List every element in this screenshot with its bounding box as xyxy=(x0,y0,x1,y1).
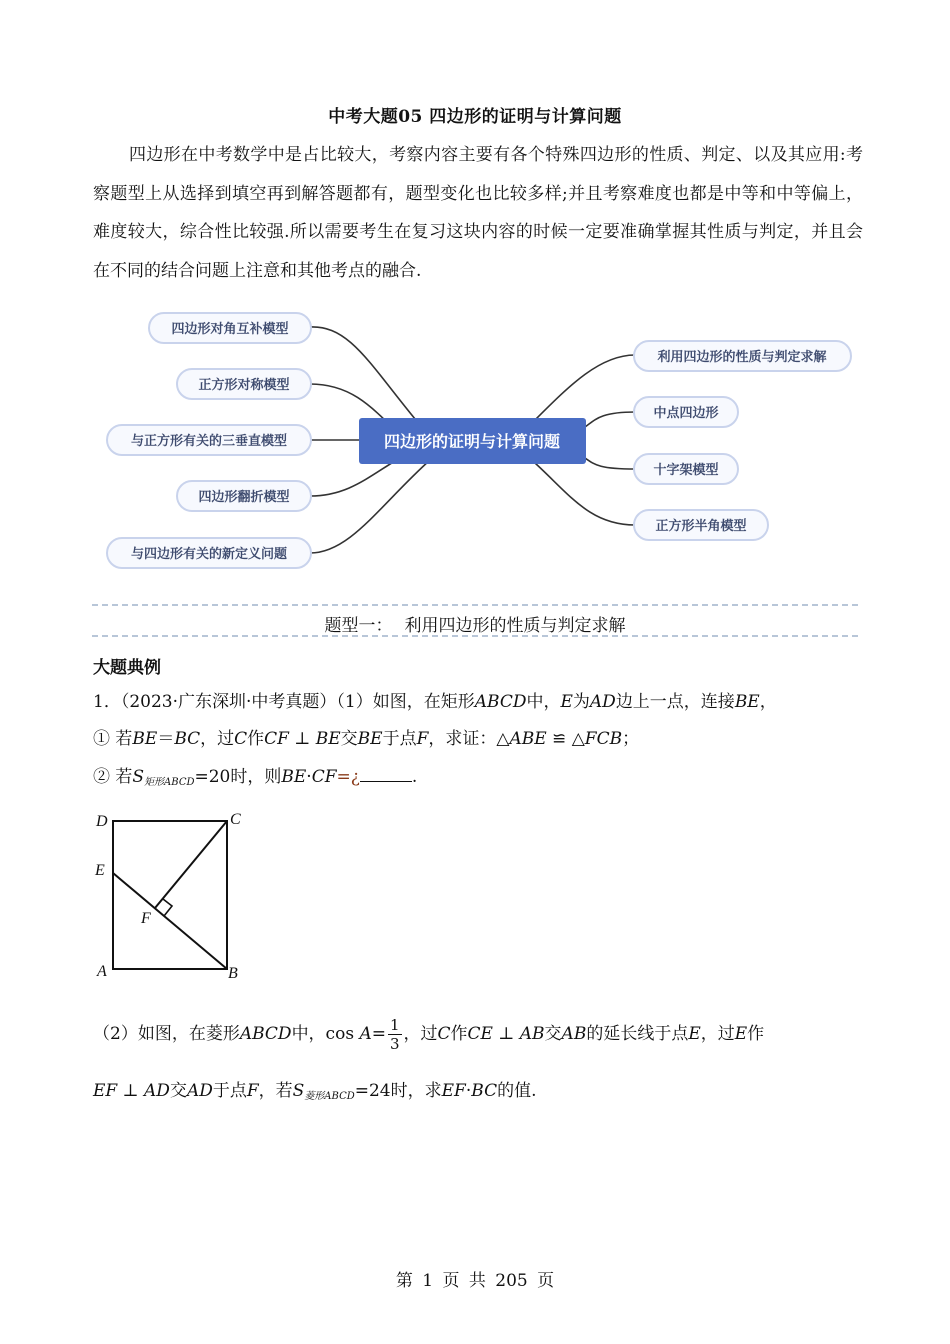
mindmap-node-right-2 xyxy=(634,397,738,427)
rectangle-figure xyxy=(92,806,252,986)
mindmap-diagram xyxy=(100,305,860,580)
intro-paragraph: 四边形在中考数学中是占比较大，考察内容主要有各个特殊四边形的性质、判定、以及其应用:考察题型上从选择到填空再到解答题都有，题型变化也比较多样;并且考察难度也都是中等和中等偏上，难度较大，综合性比较强.所以需要考生在复习这块内容的时候一定要准确掌握其性质与判定，并且会在不同的结合问题上注意和其他考点的融合. xyxy=(93,145,863,281)
mindmap-node-left-1 xyxy=(149,313,311,343)
mindmap-node-left-3 xyxy=(107,425,311,455)
section-name: 利用四边形的性质与判定求解 xyxy=(404,616,626,636)
section-divider-bottom xyxy=(92,635,858,637)
section-divider-top xyxy=(92,604,858,606)
figure-label-f: F xyxy=(141,910,151,927)
page-footer: 第 1 页 共 205 页 xyxy=(395,1271,555,1291)
svg-text:四边形翻折模型: 四边形翻折模型 xyxy=(198,490,290,505)
svg-text:正方形对称模型: 正方形对称模型 xyxy=(198,378,290,393)
figure-label-a: A xyxy=(97,963,107,980)
svg-text:四边形对角互补模型: 四边形对角互补模型 xyxy=(171,322,289,337)
mindmap-center-node xyxy=(359,418,586,464)
mindmap-center-label: 四边形的证明与计算问题 xyxy=(383,432,561,451)
mindmap-node-left-2 xyxy=(177,369,311,399)
section-heading xyxy=(0,611,950,636)
answer-blank xyxy=(360,767,412,782)
document-title: 中考大题05 四边形的证明与计算问题 xyxy=(328,107,622,127)
svg-text:利用四边形的性质与判定求解: 利用四边形的性质与判定求解 xyxy=(657,350,827,365)
figure-label-e: E xyxy=(95,862,105,879)
figure-label-b: B xyxy=(228,965,238,982)
svg-text:正方形半角模型: 正方形半角模型 xyxy=(655,519,747,534)
svg-text:与四边形有关的新定义问题: 与四边形有关的新定义问题 xyxy=(130,547,288,562)
svg-text:与正方形有关的三垂直模型: 与正方形有关的三垂直模型 xyxy=(130,434,288,449)
problem-1-intro: 1．（2023·广东深圳·中考真题）（1）如图，在矩形ABCD中，E为AD边上一点，连接BE， xyxy=(93,692,777,712)
figure-label-c: C xyxy=(230,811,241,828)
example-heading: 大题典例 xyxy=(93,658,161,678)
fraction-one-third: $\frac{1}{3}$ xyxy=(389,1016,400,1053)
problem-1-question-2: ② 若$S_{矩形ABCD}=20$时，则BE·CF=¿ . xyxy=(93,767,418,788)
mindmap-node-left-4 xyxy=(177,481,311,511)
problem-1-part-2-line-2: EF ⊥ AD交AD于点F，若$S_{菱形ABCD}=24$时，求EF·BC的值. xyxy=(93,1081,537,1102)
problem-1-question-1: ① 若BE＝BC，过C作CF ⊥ BE交BE于点F，求证：△ABE ≌ △FCB； xyxy=(93,729,640,749)
figure-label-d: D xyxy=(96,813,108,830)
mindmap-node-right-4 xyxy=(634,510,768,540)
svg-text:中点四边形: 中点四边形 xyxy=(653,406,719,421)
problem-1-part-2: （2）如图，在菱形ABCD中，cos A= $\frac{1}{3}$ ，过C作CE ⊥ AB交AB的延长线于点E，过E作 xyxy=(93,1016,765,1053)
section-label: 题型一： xyxy=(324,616,393,636)
mindmap-node-right-3 xyxy=(634,454,738,484)
svg-text:十字架模型: 十字架模型 xyxy=(653,463,719,478)
mindmap-node-right-1 xyxy=(634,341,851,371)
mindmap-node-left-5 xyxy=(107,538,311,568)
